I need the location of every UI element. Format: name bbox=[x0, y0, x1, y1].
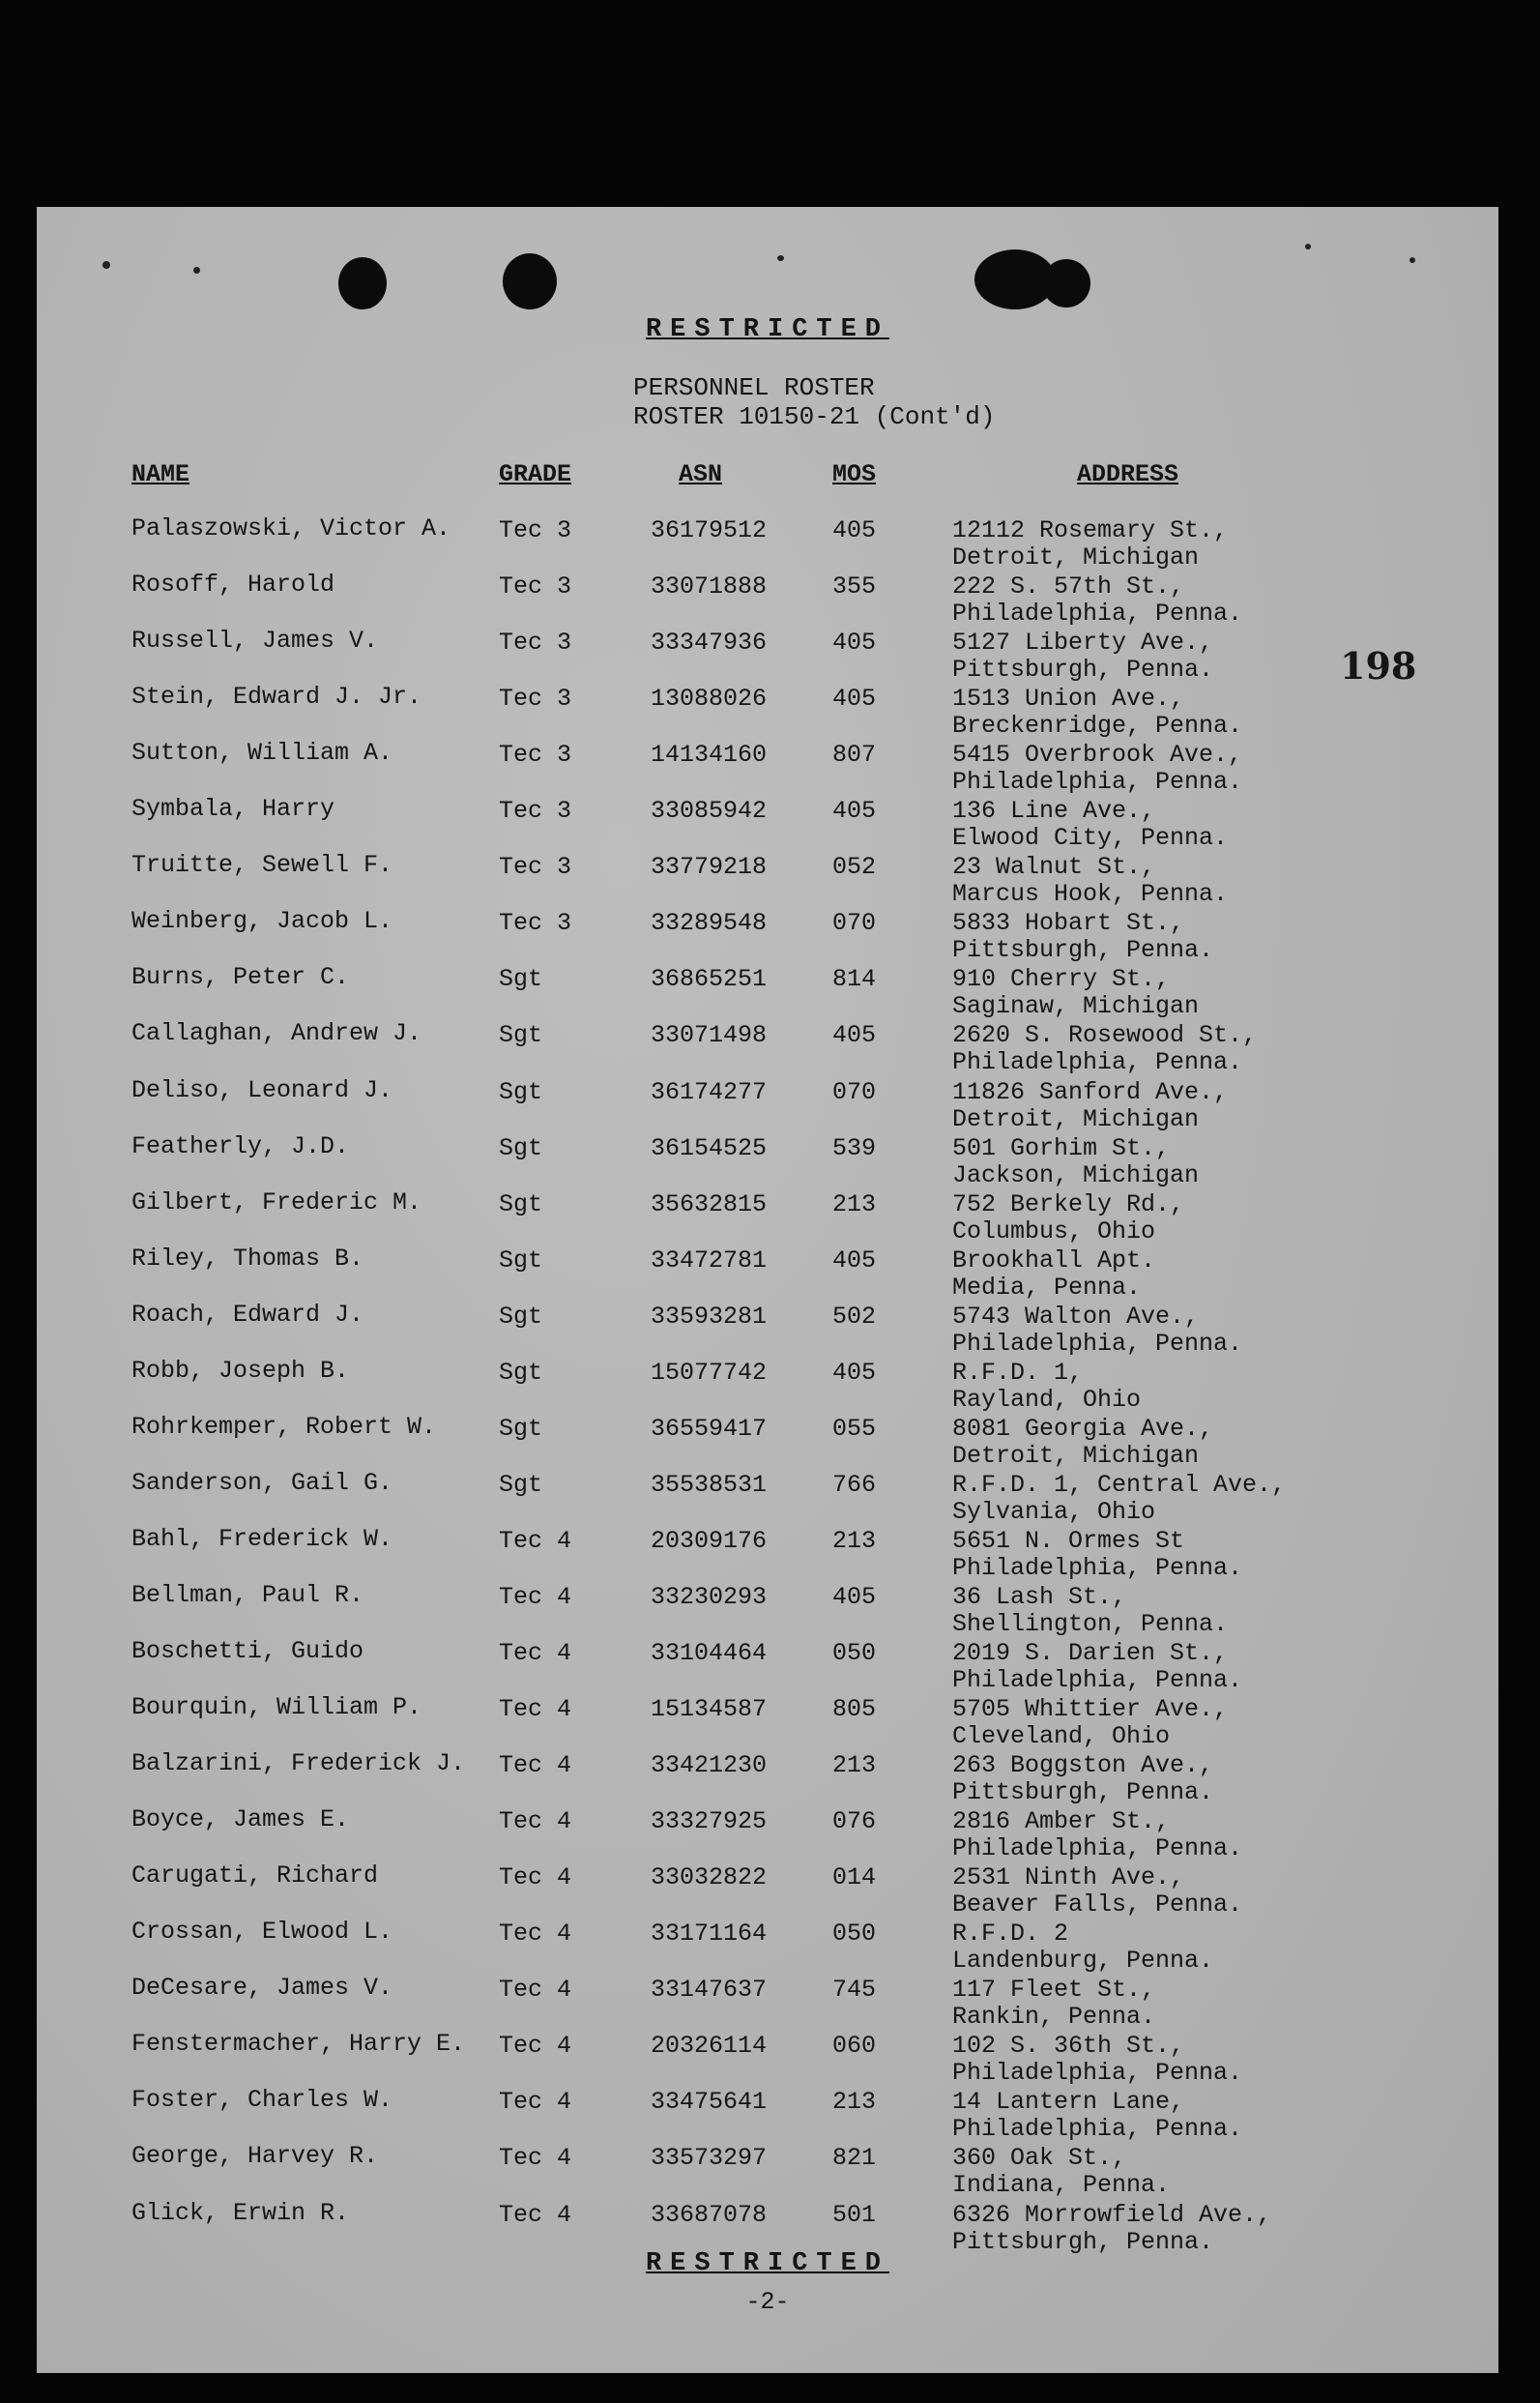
table-row bbox=[37, 514, 1498, 571]
roster-page bbox=[37, 207, 1498, 2373]
table-row bbox=[37, 851, 1498, 907]
cell-asn: 36559417 bbox=[651, 1414, 768, 1443]
cell-name: Burns, Peter C. bbox=[131, 963, 350, 992]
cell-address-line1: 11826 Sanford Ave., bbox=[952, 1077, 1229, 1106]
cell-address-line1: 5743 Walton Ave., bbox=[952, 1302, 1200, 1331]
column-header-name: NAME bbox=[131, 460, 190, 488]
cell-address-line2: Pittsburgh, Penna. bbox=[952, 2227, 1214, 2256]
cell-address-line1: 263 Boggston Ave., bbox=[952, 1751, 1214, 1780]
cell-asn: 33593281 bbox=[651, 1302, 768, 1331]
cell-address-line1: 222 S. 57th St., bbox=[952, 572, 1185, 601]
table-row bbox=[37, 1132, 1498, 1188]
cell-asn: 33171164 bbox=[651, 1919, 768, 1949]
cell-mos: 745 bbox=[832, 1976, 877, 2005]
cell-address-line2: Philadelphia, Penna. bbox=[952, 1048, 1243, 1077]
cell-address-line1: 2816 Amber St., bbox=[952, 1807, 1171, 1836]
cell-mos: 050 bbox=[832, 1639, 877, 1667]
cell-grade: Tec 4 bbox=[499, 2200, 572, 2229]
cell-address-line1: 12112 Rosemary St., bbox=[952, 516, 1229, 544]
cell-asn: 33071498 bbox=[651, 1021, 768, 1050]
cell-grade: Tec 4 bbox=[499, 2032, 572, 2061]
cell-mos: 405 bbox=[832, 685, 877, 714]
cell-grade: Tec 3 bbox=[499, 741, 572, 770]
cell-address-line1: R.F.D. 1, Central Ave., bbox=[952, 1470, 1287, 1499]
table-row bbox=[37, 1413, 1498, 1469]
cell-mos: 070 bbox=[832, 1077, 877, 1106]
cell-address-line2: Rankin, Penna. bbox=[952, 2003, 1156, 2032]
column-header-asn: ASN bbox=[679, 460, 723, 488]
cell-address-line1: 102 S. 36th St., bbox=[952, 2032, 1185, 2061]
cell-address-line1: R.F.D. 1, bbox=[952, 1358, 1084, 1387]
cell-mos: 060 bbox=[832, 2032, 877, 2061]
table-row bbox=[37, 2086, 1498, 2142]
cell-asn: 33573297 bbox=[651, 2144, 768, 2173]
cell-address-line1: 36 Lash St., bbox=[952, 1582, 1127, 1611]
speck bbox=[102, 261, 110, 269]
cell-asn: 15077742 bbox=[651, 1358, 768, 1387]
cell-address-line2: Media, Penna. bbox=[952, 1273, 1142, 1302]
cell-name: Featherly, J.D. bbox=[131, 1131, 350, 1160]
punch-hole-center bbox=[503, 253, 557, 309]
column-header-grade: GRADE bbox=[499, 460, 572, 488]
cell-asn: 33230293 bbox=[651, 1582, 768, 1611]
cell-asn: 33779218 bbox=[651, 853, 768, 882]
cell-name: Boyce, James E. bbox=[131, 1805, 350, 1834]
cell-address-line2: Philadelphia, Penna. bbox=[952, 1329, 1243, 1358]
cell-asn: 33071888 bbox=[651, 572, 768, 601]
cell-mos: 821 bbox=[832, 2144, 877, 2173]
cell-grade: Tec 4 bbox=[499, 2088, 572, 2117]
cell-grade: Tec 3 bbox=[499, 909, 572, 938]
cell-mos: 502 bbox=[832, 1302, 877, 1331]
cell-address-line2: Philadelphia, Penna. bbox=[952, 1553, 1243, 1582]
cell-address-line1: R.F.D. 2 bbox=[952, 1919, 1069, 1949]
cell-grade: Tec 3 bbox=[499, 572, 572, 601]
table-row bbox=[37, 1525, 1498, 1581]
cell-name: Sutton, William A. bbox=[131, 739, 393, 768]
table-row bbox=[37, 795, 1498, 851]
speck bbox=[193, 267, 200, 274]
cell-grade: Sgt bbox=[499, 1358, 543, 1387]
table-row bbox=[37, 1019, 1498, 1075]
cell-asn: 36865251 bbox=[651, 965, 768, 994]
cell-name: Rohrkemper, Robert W. bbox=[131, 1412, 437, 1441]
cell-asn: 36179512 bbox=[651, 516, 768, 544]
cell-grade: Tec 3 bbox=[499, 516, 572, 544]
cell-mos: 213 bbox=[832, 1189, 877, 1218]
cell-grade: Tec 4 bbox=[499, 2144, 572, 2173]
cell-name: Symbala, Harry bbox=[131, 795, 335, 824]
cell-address-line1: 501 Gorhim St., bbox=[952, 1133, 1171, 1162]
table-row bbox=[37, 1918, 1498, 1974]
cell-mos: 807 bbox=[832, 741, 877, 770]
cell-name: Stein, Edward J. Jr. bbox=[131, 683, 422, 712]
cell-grade: Tec 4 bbox=[499, 1751, 572, 1780]
restricted-heading: RESTRICTED bbox=[645, 315, 890, 344]
cell-address-line1: 910 Cherry St., bbox=[952, 965, 1171, 994]
side-page-number: 198 bbox=[1340, 644, 1417, 688]
table-row bbox=[37, 1974, 1498, 2030]
cell-grade: Sgt bbox=[499, 1133, 543, 1162]
cell-name: Truitte, Sewell F. bbox=[131, 851, 393, 880]
cell-grade: Sgt bbox=[499, 1077, 543, 1106]
table-row bbox=[37, 1637, 1498, 1693]
cell-name: Sanderson, Gail G. bbox=[131, 1468, 393, 1497]
cell-name: George, Harvey R. bbox=[131, 2142, 379, 2171]
cell-grade: Sgt bbox=[499, 1414, 543, 1443]
cell-mos: 213 bbox=[832, 2088, 877, 2117]
cell-address-line2: Pittsburgh, Penna. bbox=[952, 656, 1214, 685]
cell-name: Rosoff, Harold bbox=[131, 571, 335, 600]
cell-mos: 405 bbox=[832, 1582, 877, 1611]
cell-grade: Tec 4 bbox=[499, 1695, 572, 1724]
table-row bbox=[37, 1749, 1498, 1805]
speck bbox=[1409, 257, 1415, 263]
cell-name: Callaghan, Andrew J. bbox=[131, 1019, 422, 1048]
cell-grade: Tec 3 bbox=[499, 629, 572, 658]
cell-mos: 405 bbox=[832, 1245, 877, 1275]
cell-asn: 33147637 bbox=[651, 1976, 768, 2005]
cell-name: Crossan, Elwood L. bbox=[131, 1918, 393, 1947]
cell-address-line2: Columbus, Ohio bbox=[952, 1216, 1156, 1245]
cell-name: Carugati, Richard bbox=[131, 1861, 379, 1890]
restricted-footer: RESTRICTED bbox=[645, 2249, 890, 2278]
table-row bbox=[37, 963, 1498, 1019]
cell-address-line2: Elwood City, Penna. bbox=[952, 824, 1229, 853]
cell-grade: Tec 4 bbox=[499, 1919, 572, 1949]
cell-name: Balzarini, Frederick J. bbox=[131, 1749, 466, 1778]
cell-name: Russell, James V. bbox=[131, 627, 379, 656]
cell-asn: 33347936 bbox=[651, 629, 768, 658]
cell-mos: 405 bbox=[832, 1021, 877, 1050]
cell-mos: 766 bbox=[832, 1470, 877, 1499]
cell-name: Fenstermacher, Harry E. bbox=[131, 2030, 466, 2059]
cell-address-line1: 5415 Overbrook Ave., bbox=[952, 741, 1243, 770]
cell-address-line1: Brookhall Apt. bbox=[952, 1245, 1156, 1275]
cell-grade: Tec 4 bbox=[499, 1807, 572, 1836]
table-row bbox=[37, 2199, 1498, 2255]
cell-asn: 36174277 bbox=[651, 1077, 768, 1106]
cell-address-line2: Detroit, Michigan bbox=[952, 1441, 1200, 1470]
cell-grade: Tec 4 bbox=[499, 1526, 572, 1555]
cell-asn: 33475641 bbox=[651, 2088, 768, 2117]
cell-address-line1: 6326 Morrowfield Ave., bbox=[952, 2200, 1272, 2229]
cell-mos: 076 bbox=[832, 1807, 877, 1836]
cell-mos: 014 bbox=[832, 1863, 877, 1892]
cell-address-line1: 136 Line Ave., bbox=[952, 797, 1156, 826]
cell-asn: 33472781 bbox=[651, 1245, 768, 1275]
column-header-address: ADDRESS bbox=[1077, 460, 1179, 488]
cell-asn: 33289548 bbox=[651, 909, 768, 938]
cell-grade: Sgt bbox=[499, 1470, 543, 1499]
cell-asn: 33032822 bbox=[651, 1863, 768, 1892]
cell-address-line2: Pittsburgh, Penna. bbox=[952, 1778, 1214, 1807]
table-row bbox=[37, 1076, 1498, 1132]
cell-mos: 070 bbox=[832, 909, 877, 938]
cell-name: Bahl, Frederick W. bbox=[131, 1524, 393, 1553]
cell-asn: 15134587 bbox=[651, 1695, 768, 1724]
table-row bbox=[37, 1357, 1498, 1413]
cell-address-line1: 752 Berkely Rd., bbox=[952, 1189, 1185, 1218]
cell-address-line1: 23 Walnut St., bbox=[952, 853, 1156, 882]
cell-address-line2: Pittsburgh, Penna. bbox=[952, 936, 1214, 965]
cell-name: Foster, Charles W. bbox=[131, 2086, 393, 2115]
cell-name: Weinberg, Jacob L. bbox=[131, 907, 393, 936]
cell-address-line1: 5833 Hobart St., bbox=[952, 909, 1185, 938]
table-row bbox=[37, 683, 1498, 739]
cell-address-line1: 360 Oak St., bbox=[952, 2144, 1127, 2173]
cell-grade: Tec 3 bbox=[499, 797, 572, 826]
cell-mos: 213 bbox=[832, 1526, 877, 1555]
cell-address-line2: Beaver Falls, Penna. bbox=[952, 1890, 1243, 1919]
punch-hole-left bbox=[338, 257, 387, 309]
cell-grade: Sgt bbox=[499, 1021, 543, 1050]
cell-asn: 33104464 bbox=[651, 1639, 768, 1667]
cell-mos: 050 bbox=[832, 1919, 877, 1949]
cell-mos: 405 bbox=[832, 516, 877, 544]
table-row bbox=[37, 2142, 1498, 2198]
cell-name: Deliso, Leonard J. bbox=[131, 1075, 393, 1104]
table-row bbox=[37, 627, 1498, 683]
table-row bbox=[37, 1805, 1498, 1861]
cell-address-line2: Indiana, Penna. bbox=[952, 2171, 1171, 2200]
speck bbox=[1305, 244, 1311, 249]
cell-mos: 539 bbox=[832, 1133, 877, 1162]
cell-address-line2: Philadelphia, Penna. bbox=[952, 2059, 1243, 2088]
cell-name: Bourquin, William P. bbox=[131, 1693, 422, 1722]
cell-address-line2: Cleveland, Ohio bbox=[952, 1722, 1171, 1751]
table-row bbox=[37, 2030, 1498, 2086]
cell-address-line1: 2531 Ninth Ave., bbox=[952, 1863, 1185, 1892]
cell-name: Riley, Thomas B. bbox=[131, 1244, 364, 1273]
cell-grade: Tec 4 bbox=[499, 1976, 572, 2005]
cell-address-line2: Philadelphia, Penna. bbox=[952, 768, 1243, 797]
cell-asn: 20309176 bbox=[651, 1526, 768, 1555]
cell-name: Glick, Erwin R. bbox=[131, 2198, 350, 2227]
speck bbox=[777, 255, 784, 261]
cell-mos: 814 bbox=[832, 965, 877, 994]
roster-subtitle: ROSTER 10150-21 (Cont'd) bbox=[633, 402, 996, 431]
cell-asn: 35538531 bbox=[651, 1470, 768, 1499]
roster-title: PERSONNEL ROSTER bbox=[633, 373, 875, 402]
cell-address-line2: Breckenridge, Penna. bbox=[952, 712, 1243, 741]
cell-mos: 805 bbox=[832, 1695, 877, 1724]
cell-asn: 33085942 bbox=[651, 797, 768, 826]
cell-name: Robb, Joseph B. bbox=[131, 1356, 350, 1385]
cell-mos: 055 bbox=[832, 1414, 877, 1443]
cell-address-line1: 5651 N. Ormes St bbox=[952, 1526, 1185, 1555]
cell-mos: 501 bbox=[832, 2200, 877, 2229]
cell-grade: Tec 4 bbox=[499, 1863, 572, 1892]
cell-asn: 33421230 bbox=[651, 1751, 768, 1780]
table-row bbox=[37, 907, 1498, 963]
cell-mos: 405 bbox=[832, 797, 877, 826]
cell-grade: Sgt bbox=[499, 1189, 543, 1218]
cell-name: Bellman, Paul R. bbox=[131, 1580, 364, 1609]
cell-address-line2: Detroit, Michigan bbox=[952, 543, 1200, 571]
cell-name: DeCesare, James V. bbox=[131, 1974, 393, 2003]
cell-address-line1: 2620 S. Rosewood St., bbox=[952, 1021, 1258, 1050]
cell-name: Gilbert, Frederic M. bbox=[131, 1187, 422, 1216]
cell-grade: Sgt bbox=[499, 965, 543, 994]
table-row bbox=[37, 739, 1498, 795]
table-row bbox=[37, 1301, 1498, 1357]
cell-address-line2: Philadelphia, Penna. bbox=[952, 1666, 1243, 1694]
table-row bbox=[37, 1861, 1498, 1918]
table-row bbox=[37, 1188, 1498, 1245]
cell-address-line1: 8081 Georgia Ave., bbox=[952, 1414, 1214, 1443]
cell-mos: 052 bbox=[832, 853, 877, 882]
cell-asn: 36154525 bbox=[651, 1133, 768, 1162]
page-number: -2- bbox=[745, 2288, 790, 2316]
cell-address-line1: 1513 Union Ave., bbox=[952, 685, 1185, 714]
cell-grade: Tec 4 bbox=[499, 1639, 572, 1667]
cell-grade: Tec 3 bbox=[499, 685, 572, 714]
cell-asn: 13088026 bbox=[651, 685, 768, 714]
cell-address-line2: Landenburg, Penna. bbox=[952, 1947, 1214, 1976]
cell-address-line2: Philadelphia, Penna. bbox=[952, 2115, 1243, 2144]
cell-mos: 355 bbox=[832, 572, 877, 601]
cell-address-line1: 5705 Whittier Ave., bbox=[952, 1695, 1229, 1724]
cell-address-line1: 117 Fleet St., bbox=[952, 1976, 1156, 2005]
cell-asn: 14134160 bbox=[651, 741, 768, 770]
cell-grade: Sgt bbox=[499, 1302, 543, 1331]
cell-address-line1: 2019 S. Darien St., bbox=[952, 1639, 1229, 1667]
cell-mos: 213 bbox=[832, 1751, 877, 1780]
cell-asn: 33687078 bbox=[651, 2200, 768, 2229]
cell-name: Boschetti, Guido bbox=[131, 1637, 364, 1665]
cell-address-line2: Philadelphia, Penna. bbox=[952, 1834, 1243, 1863]
cell-asn: 35632815 bbox=[651, 1189, 768, 1218]
cell-address-line2: Jackson, Michigan bbox=[952, 1160, 1200, 1189]
cell-address-line2: Philadelphia, Penna. bbox=[952, 600, 1243, 629]
table-row bbox=[37, 1693, 1498, 1749]
table-row bbox=[37, 1245, 1498, 1301]
cell-address-line2: Detroit, Michigan bbox=[952, 1104, 1200, 1133]
cell-mos: 405 bbox=[832, 629, 877, 658]
punch-hole-right-2 bbox=[1042, 259, 1090, 308]
cell-address-line2: Shellington, Penna. bbox=[952, 1609, 1229, 1638]
cell-address-line2: Saginaw, Michigan bbox=[952, 992, 1200, 1021]
cell-address-line2: Sylvania, Ohio bbox=[952, 1497, 1156, 1526]
cell-address-line2: Marcus Hook, Penna. bbox=[952, 880, 1229, 909]
cell-name: Palaszowski, Victor A. bbox=[131, 514, 451, 542]
column-header-mos: MOS bbox=[832, 460, 877, 488]
cell-asn: 33327925 bbox=[651, 1807, 768, 1836]
cell-grade: Tec 4 bbox=[499, 1582, 572, 1611]
table-row bbox=[37, 1469, 1498, 1525]
cell-address-line1: 5127 Liberty Ave., bbox=[952, 629, 1214, 658]
cell-grade: Sgt bbox=[499, 1245, 543, 1275]
cell-grade: Tec 3 bbox=[499, 853, 572, 882]
cell-mos: 405 bbox=[832, 1358, 877, 1387]
cell-address-line2: Rayland, Ohio bbox=[952, 1385, 1142, 1414]
cell-address-line1: 14 Lantern Lane, bbox=[952, 2088, 1185, 2117]
cell-asn: 20326114 bbox=[651, 2032, 768, 2061]
table-row bbox=[37, 571, 1498, 627]
table-row bbox=[37, 1581, 1498, 1637]
cell-name: Roach, Edward J. bbox=[131, 1300, 364, 1329]
